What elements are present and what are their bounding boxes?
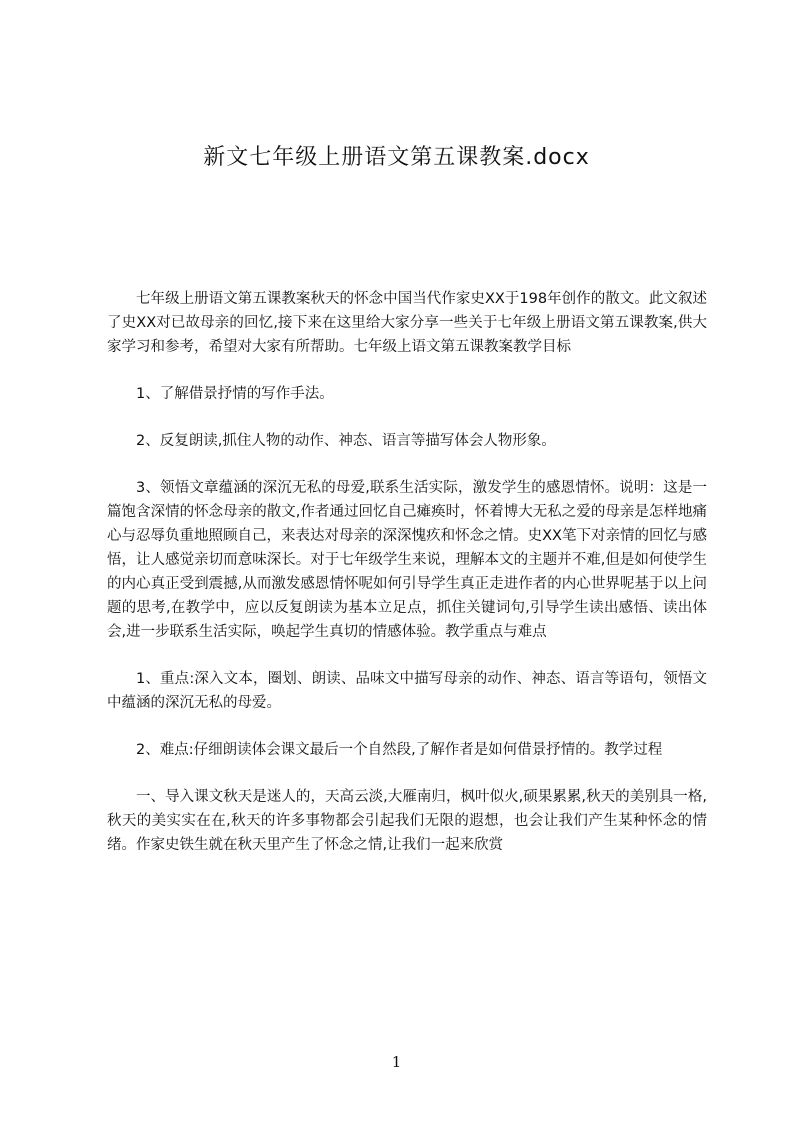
paragraph-difficulty: 2、难点:仔细朗读体会课文最后一个自然段,了解作者是如何借景抒情的。教学过程 — [136, 742, 663, 758]
paragraph-objective-2: 2、反复朗读,抓住人物的动作、神态、语言等描写体会人物形象。 — [136, 433, 556, 449]
document-title: 新文七年级上册语文第五课教案.docx — [203, 145, 590, 170]
document-body — [107, 287, 707, 880]
page-number: 1 — [391, 1053, 402, 1071]
paragraph-objective-3: 3、领悟文章蕴涵的深沉无私的母爱,联系生活实际，激发学生的感恩情怀。说明：这是一篇饱含深情的怀念母亲的散文,作者通过回忆自己瘫痪时，怀着博大无私之爱的母亲是怎样地痛心与忍辱负重地照顾自己，来表达对母亲的深深愧疚和怀念之情。史XX笔下对亲情的回忆与感悟，让人感觉亲切而意味深长。对于七年级学生来说，理解本文的主题并不难,但是如何使学生的内心真正受到震撼,从而激发感恩情怀呢如何引导学生真正走进作者的内心世界呢基于以上问题的思考,在教学中，应以反复朗读为基本立足点，抓住关键词句,引导学生读出感悟、读出体会,进一步联系生活实际，唤起学生真切的情感体验。教学重点与难点 — [107, 480, 707, 640]
paragraph-lesson-intro: 一、导入课文秋天是迷人的，天高云淡,大雁南归，枫叶似火,硕果累累,秋天的美别具一格,秋天的美实实在在,秋天的许多事物都会引起我们无限的遐想，也会让我们产生某种怀念的情绪。作家史铁生就在秋天里产生了怀念之情,让我们一起来欣赏 — [107, 789, 707, 853]
paragraph-key-point: 1、重点:深入文本，圈划、朗读、品味文中描写母亲的动作、神态、语言等语句，领悟文中蕴涵的深沉无私的母爱。 — [107, 671, 707, 711]
paragraph-objective-1: 1、了解借景抒情的写作手法。 — [136, 386, 334, 402]
paragraph-intro: 七年级上册语文第五课教案秋天的怀念中国当代作家史XX于198年创作的散文。此文叙述了史XX对已故母亲的回忆,接下来在这里给大家分享一些关于七年级上册语文第五课教案,供大家学习和参考，希望对大家有所帮助。七年级上语文第五课教案教学目标 — [107, 291, 707, 355]
